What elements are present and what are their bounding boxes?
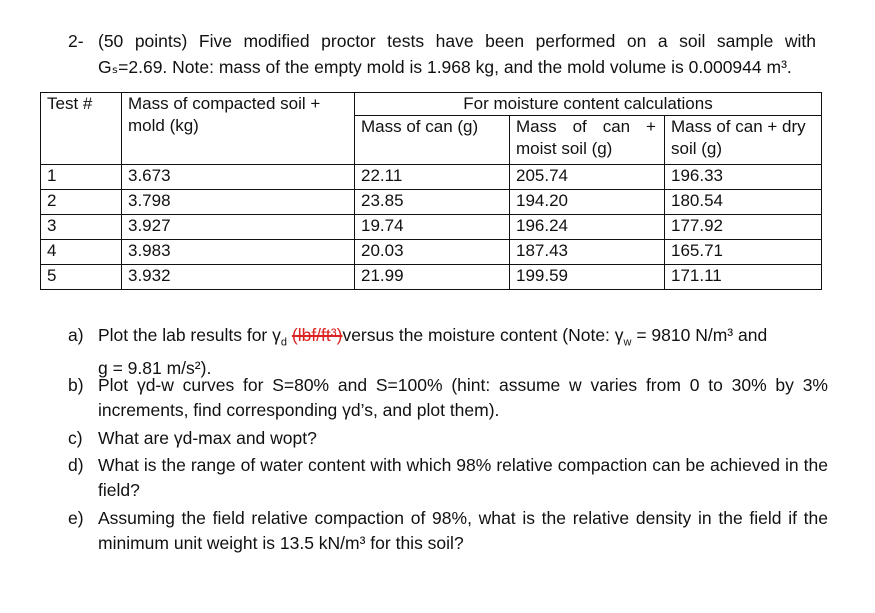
header-can <box>355 116 510 165</box>
table-row <box>41 240 822 265</box>
question-d-text: What is the range of water content with which 98% relative compaction can be achieved in the field? <box>98 455 828 500</box>
cell-mass-mold: 3.798 <box>122 190 355 215</box>
question-a-text <box>98 323 828 381</box>
header-can-moist <box>510 116 665 165</box>
question-b <box>68 373 828 426</box>
question-a-label: a) <box>68 325 84 345</box>
header-can-dry-line1: Mass of can + dry <box>671 117 806 136</box>
cell-can-dry: 177.92 <box>665 215 822 240</box>
cell-can: 23.85 <box>355 190 510 215</box>
cell-can-moist: 194.20 <box>510 190 665 215</box>
question-d-label: d) <box>68 455 84 475</box>
header-test-number <box>41 93 122 165</box>
problem-line-1: (50 points) Five modified proctor tests have been performed on a soil sample with <box>98 31 816 51</box>
question-d <box>68 453 828 503</box>
cell-test: 4 <box>41 240 122 265</box>
header-can-label: Mass of can (g) <box>361 117 479 136</box>
problem-number: 2- <box>68 31 84 51</box>
question-a-post2: = 9810 N/m³ and <box>631 325 768 345</box>
cell-can-moist: 199.59 <box>510 265 665 290</box>
table-row <box>41 165 822 190</box>
cell-can-dry: 196.33 <box>665 165 822 190</box>
header-mass-mold-line2: mold (kg) <box>128 116 199 135</box>
cell-can: 21.99 <box>355 265 510 290</box>
cell-can-moist: 187.43 <box>510 240 665 265</box>
header-can-moist-text1: Mass of can + <box>516 117 656 136</box>
question-a-pre: Plot the lab results for γ <box>98 325 281 345</box>
cell-can-moist: 205.74 <box>510 165 665 190</box>
table-row <box>41 265 822 290</box>
table-row <box>41 215 822 240</box>
question-a-line2: g = 9.81 m/s²). <box>98 357 212 378</box>
header-mass-mold-line1: Mass of compacted soil + <box>128 94 321 113</box>
cell-can-dry: 171.11 <box>665 265 822 290</box>
question-c-text: What are γd-max and wopt? <box>98 428 317 448</box>
header-can-dry-line2: soil (g) <box>671 139 723 158</box>
header-mass-mold <box>122 93 355 165</box>
header-moisture-group: For moisture content calculations <box>355 93 822 116</box>
cell-mass-mold: 3.673 <box>122 165 355 190</box>
question-b-text: Plot γd-w curves for S=80% and S=100% (hint: assume w varies from 0 to 30% by 3% increments, find corresponding γd’s, and plot them). <box>98 375 828 420</box>
cell-test: 2 <box>41 190 122 215</box>
question-b-label: b) <box>68 375 84 395</box>
question-a-sub2: w <box>623 336 632 349</box>
cell-test: 1 <box>41 165 122 190</box>
header-can-dry <box>665 116 822 165</box>
table-header-row-1 <box>41 93 822 116</box>
header-can-moist-line1 <box>516 116 658 138</box>
cell-can: 20.03 <box>355 240 510 265</box>
question-a <box>68 323 828 378</box>
question-a-strikethrough: (lbf/ft³) <box>291 325 343 345</box>
header-can-moist-line2: moist soil (g) <box>516 139 613 158</box>
table-row <box>41 190 822 215</box>
cell-can: 19.74 <box>355 215 510 240</box>
cell-mass-mold: 3.932 <box>122 265 355 290</box>
question-e-label: e) <box>68 508 84 528</box>
question-c <box>68 426 828 453</box>
question-a-sub: d <box>280 336 287 349</box>
cell-can-dry: 180.54 <box>665 190 822 215</box>
cell-can-dry: 165.71 <box>665 240 822 265</box>
cell-can: 22.11 <box>355 165 510 190</box>
cell-test: 3 <box>41 215 122 240</box>
cell-mass-mold: 3.983 <box>122 240 355 265</box>
questions-list <box>68 323 828 561</box>
cell-test: 5 <box>41 265 122 290</box>
header-test-label: Test # <box>47 94 93 113</box>
cell-mass-mold: 3.927 <box>122 215 355 240</box>
cell-can-moist: 196.24 <box>510 215 665 240</box>
problem-line-2: Gₛ=2.69. Note: mass of the empty mold is 1.968 kg, and the mold volume is 0.000944 m³. <box>98 57 792 77</box>
question-e-text: Assuming the field relative compaction of 98%, what is the relative density in the field if the minimum unit weight is 13.5 kN/m³ for this soil? <box>98 508 828 553</box>
question-a-post: versus the moisture content (Note: γ <box>342 325 624 345</box>
proctor-data-table <box>40 92 822 290</box>
question-e <box>68 506 828 561</box>
question-c-label: c) <box>68 428 83 448</box>
